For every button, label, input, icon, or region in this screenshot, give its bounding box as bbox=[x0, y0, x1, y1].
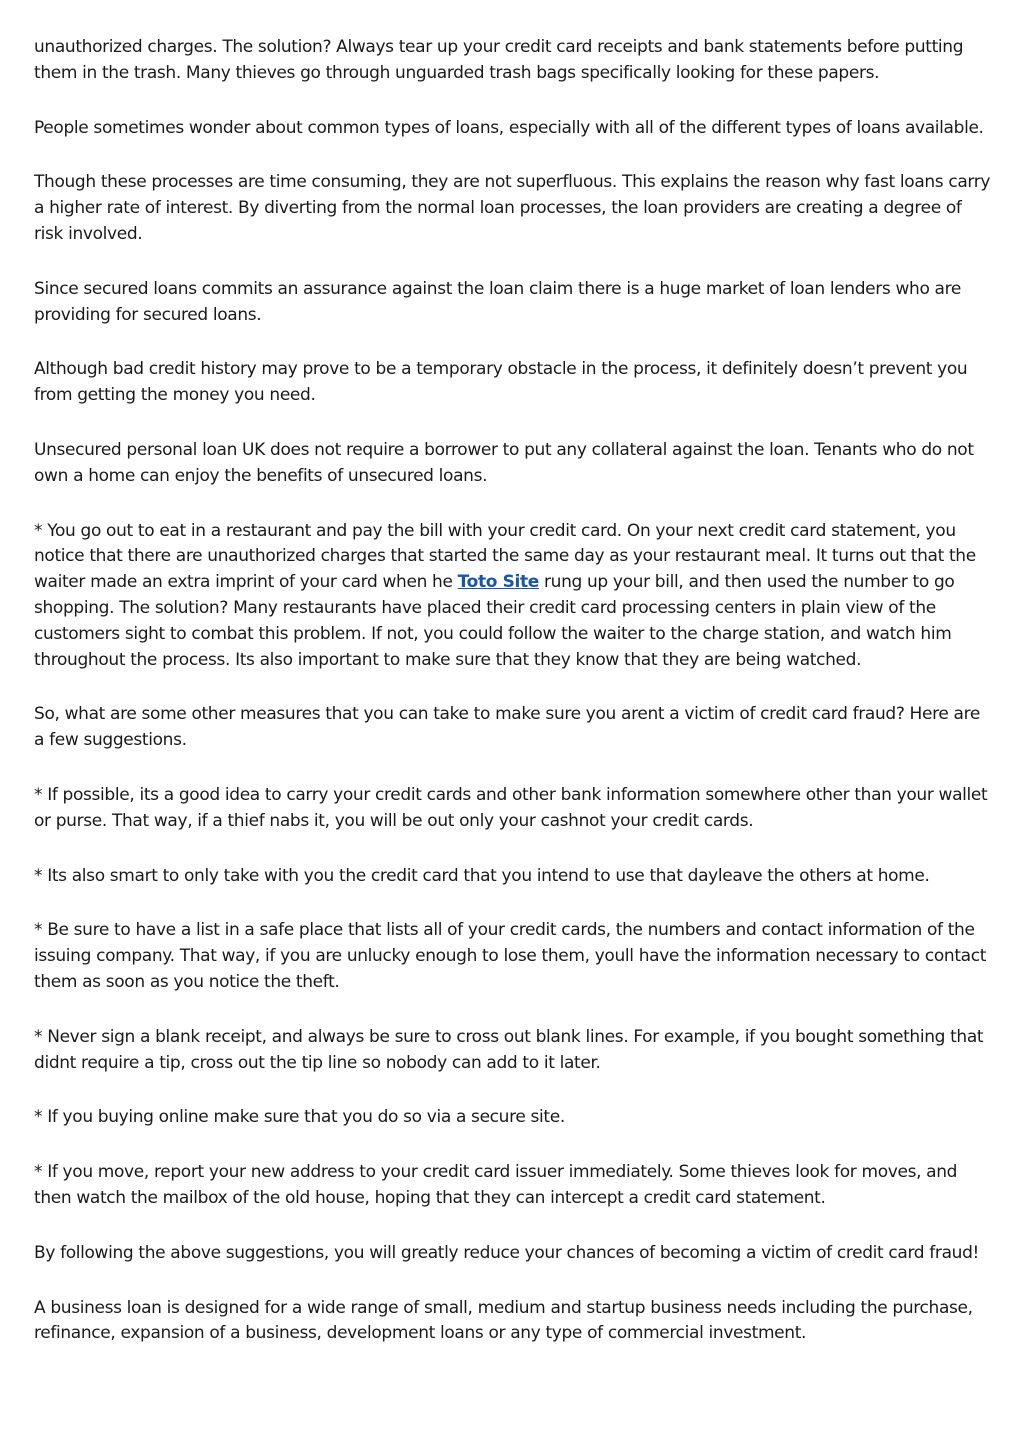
document-body bbox=[34, 35, 992, 1376]
paragraph-restaurant bbox=[34, 519, 992, 674]
paragraph-blank-receipt: * Never sign a blank receipt, and always be sure to cross out blank lines. For example, if you bought something that didnt require a tip, cross out the tip line so nobody can add to it later. bbox=[34, 1026, 984, 1073]
paragraph-business-loan: A business loan is designed for a wide range of small, medium and startup business needs including the purchase, refinance, expansion of a business, development loans or any type of commercial investment. bbox=[34, 1297, 973, 1344]
paragraph-loan-types: People sometimes wonder about common types of loans, especially with all of the different types of loans available. bbox=[34, 117, 984, 138]
paragraph-secured-loans: Since secured loans commits an assurance against the loan claim there is a huge market of loan lenders who are providing for secured loans. bbox=[34, 278, 961, 325]
toto-site-link[interactable]: Toto Site bbox=[457, 572, 539, 593]
restaurant-text-after-link: rung up your bill, and then used the number to go shopping. The solution? Many restaurants have placed their credit card processing centers in plain view of the customers sight to combat this problem. If not, you could follow the waiter to the charge station, and watch him throughout the process. Its also important to make sure that they know that they are being watched. bbox=[34, 572, 955, 670]
paragraph-bad-credit: Although bad credit history may prove to be a temporary obstacle in the process, it definitely doesn’t prevent you from getting the money you need. bbox=[34, 359, 968, 406]
paragraph-unsecured-loan: Unsecured personal loan UK does not require a borrower to put any collateral against the loan. Tenants who do not own a home can enjoy the benefits of unsecured loans. bbox=[34, 439, 974, 486]
paragraph-conclusion: By following the above suggestions, you will greatly reduce your chances of becoming a victim of credit card fraud! bbox=[34, 1242, 979, 1263]
paragraph-other-measures: So, what are some other measures that you can take to make sure you arent a victim of credit card fraud? Here are a few suggestions. bbox=[34, 704, 980, 751]
restaurant-text-before-link: * You go out to eat in a restaurant and pay the bill with your credit card. On your next credit card statement, you notice that there are unauthorized charges that started the same day as your restaurant meal. It turns out that the waiter made an extra imprint of your card when he bbox=[34, 520, 976, 593]
paragraph-carry-cards: * If possible, its a good idea to carry your credit cards and other bank information somewhere other than your wallet or purse. That way, if a thief nabs it, you will be out only your cashnot your credit cards. bbox=[34, 784, 988, 831]
paragraph-secure-site: * If you buying online make sure that you do so via a secure site. bbox=[34, 1107, 565, 1128]
paragraph-card-list: * Be sure to have a list in a safe place that lists all of your credit cards, the numbers and contact information of the issuing company. That way, if you are unlucky enough to lose them, youll have the information necessary to contact them as soon as you notice the theft. bbox=[34, 920, 987, 992]
paragraph-trash-receipts: unauthorized charges. The solution? Always tear up your credit card receipts and bank statements before putting them in the trash. Many thieves go through unguarded trash bags specifically looking for these papers. bbox=[34, 37, 964, 83]
paragraph-report-address: * If you move, report your new address to your credit card issuer immediately. Some thieves look for moves, and then watch the mailbox of the old house, hoping that they can intercept a credit card statement. bbox=[34, 1162, 958, 1208]
paragraph-fast-loans: Though these processes are time consuming, they are not superfluous. This explains the reason why fast loans carry a higher rate of interest. By diverting from the normal loan processes, the loan providers are creating a degree of risk involved. bbox=[34, 172, 991, 244]
paragraph-take-one-card: * Its also smart to only take with you the credit card that you intend to use that dayleave the others at home. bbox=[34, 865, 930, 886]
